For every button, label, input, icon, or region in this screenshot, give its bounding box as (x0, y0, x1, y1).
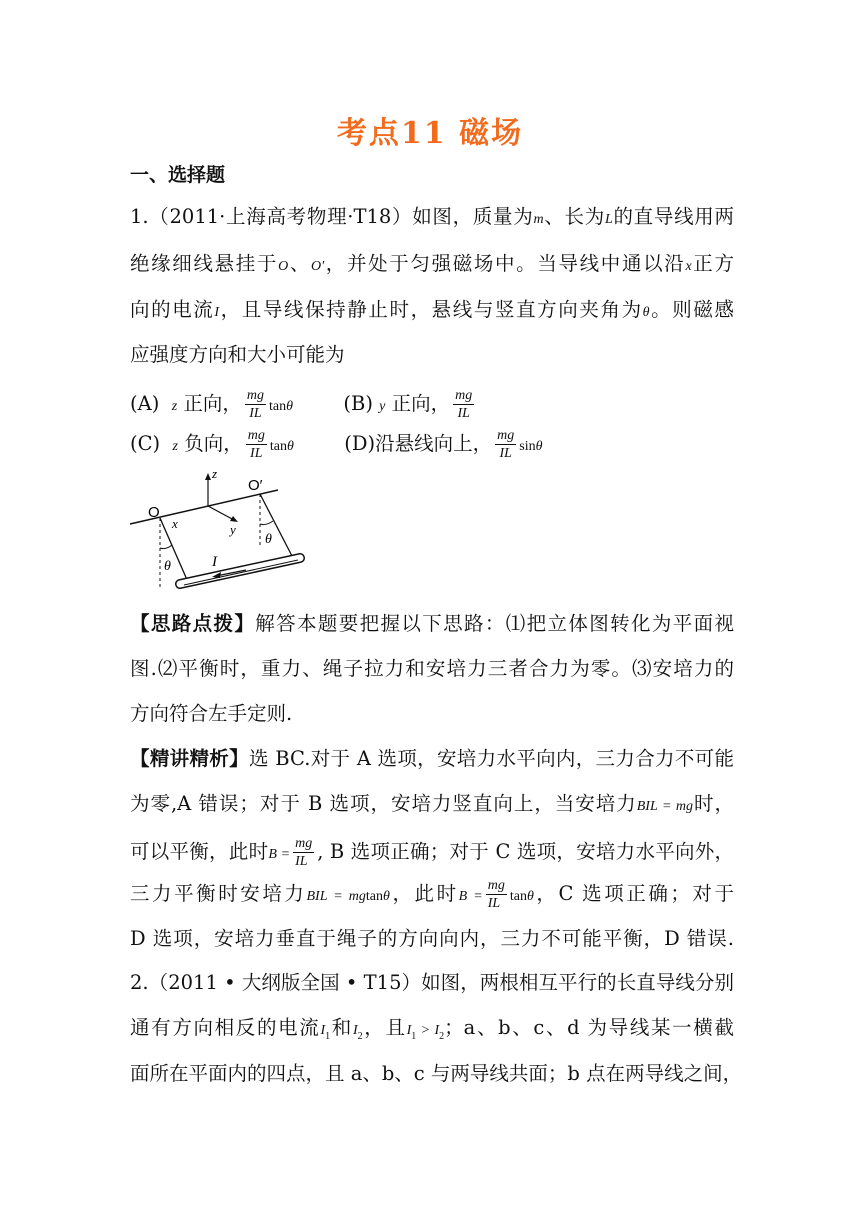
hint-line-3: 方向符合左手定则. (130, 702, 293, 725)
q1-text: 、长为 (543, 205, 605, 228)
q1-text: 、 (288, 252, 312, 275)
label-x: x (172, 516, 178, 531)
analysis-text: 可以平衡，此时 (130, 840, 269, 863)
q2-var-I1: I (406, 1023, 412, 1038)
fraction-numerator: mg (247, 428, 265, 443)
analysis-text: 选 BC.对于 A 选项，安培力水平向内，三力合力不可能 (248, 747, 734, 770)
option-c-text: 负向， (184, 432, 243, 455)
q1-text: 1.（2011·上海高考物理·T18）如图，质量为 (130, 205, 534, 228)
analysis-line-3 (130, 832, 734, 872)
analysis-text: ，此时 (389, 882, 459, 905)
q2-sub-2: 2 (357, 1030, 363, 1042)
y-axis (208, 506, 234, 520)
option-b-axis: y (379, 399, 386, 414)
q2-var-I2: I (434, 1023, 440, 1038)
q1-var-Oprime: O' (311, 259, 325, 274)
analysis-line-5: D 选项，安培力垂直于绳子的方向向内，三力不可能平衡，D 错误. (130, 927, 734, 950)
option-a-text: 正向， (183, 392, 242, 415)
option-a-label: (A) (130, 392, 160, 415)
label-theta-left: θ (164, 559, 171, 574)
label-O: O (148, 504, 160, 521)
q1-var-theta: θ (642, 305, 650, 320)
q2-sub-1: 1 (325, 1030, 331, 1042)
q2-line-1: 2.（2011 • 大纲版全国 • T15）如图，两根相互平行的长直导线分别 (130, 971, 734, 994)
q2-text: 和 (330, 1016, 353, 1039)
q2-line-3: 面所在平面内的四点，且 a、b、c 与两导线共面；b 点在两导线之间， (130, 1062, 743, 1085)
fraction-denominator: IL (249, 406, 262, 421)
q1-text: 向的电流 (130, 298, 215, 321)
analysis-text: 时， (693, 792, 734, 815)
q2-sub-2: 2 (439, 1030, 445, 1042)
tan-func: tan (269, 439, 287, 454)
q1-text: 绝缘细线悬挂于 (130, 252, 279, 275)
fraction-numerator: mg (487, 878, 505, 893)
q2-gt: > (416, 1023, 435, 1038)
theta-symbol: θ (526, 889, 534, 904)
q1-options-ab (130, 384, 734, 424)
tan-func: tan (269, 399, 287, 414)
fraction-denominator: IL (487, 896, 501, 911)
option-d-label: (D) (344, 432, 376, 455)
analysis-line-4 (130, 874, 734, 914)
angle-arc-right (260, 521, 273, 525)
q1-var-I: I (214, 305, 220, 320)
equation-b: B = (458, 889, 483, 904)
page-title: 考点11 磁场 (336, 116, 524, 151)
option-b (343, 388, 477, 421)
label-O-prime: O′ (248, 477, 263, 494)
theta-symbol: θ (383, 889, 390, 904)
fraction-numerator: mg (246, 388, 265, 403)
theta-symbol: θ (286, 439, 294, 454)
q1-text: 的直导线用两 (612, 205, 734, 228)
analysis-text: 为零,A 错误；对于 B 选项，安培力竖直向上，当安培力 (130, 792, 637, 815)
sin-func: sin (519, 439, 536, 454)
q2-text: 通有方向相反的电流 (130, 1016, 321, 1039)
option-d-text: 沿悬线向上， (375, 432, 493, 455)
theta-symbol: θ (286, 399, 294, 414)
analysis-heading: 【精讲精析】 (130, 747, 249, 770)
fraction-denominator: IL (499, 446, 512, 461)
analysis-line-1 (130, 746, 734, 772)
fraction-denominator: IL (295, 854, 308, 869)
option-d-fraction (495, 427, 516, 462)
option-c-axis: z (172, 439, 178, 454)
q2-sub-1: 1 (411, 1030, 417, 1042)
hint-heading: 【思路点拨】 (130, 612, 256, 635)
option-b-label: (B) (343, 392, 373, 415)
equation-bil-mg: BIL = mg (306, 889, 366, 904)
q2-var-I2: I (352, 1023, 358, 1038)
hint-line-1 (130, 611, 734, 637)
q1-line-4: 应强度方向和大小可能为 (130, 343, 345, 366)
tan-func: tan (365, 889, 384, 904)
label-z: z (212, 466, 218, 481)
analysis-text: 三力平衡时安培力 (130, 882, 307, 905)
rod-shade (184, 560, 298, 585)
equation-b: B = (268, 847, 291, 862)
q1-text: ，并处于匀强磁场中。当导线中通以沿 (324, 252, 686, 275)
q1-var-m: m (533, 212, 544, 227)
fraction-numerator: mg (295, 836, 313, 851)
q1-var-O: O (278, 259, 289, 274)
tan-func: tan (509, 889, 527, 904)
z-arrowhead (205, 473, 211, 480)
fraction-numerator: mg (497, 428, 515, 443)
section-heading: 一、选择题 (130, 164, 226, 186)
option-c-fraction (246, 427, 267, 462)
angle-arc-left (160, 545, 172, 549)
q1-options-cd (130, 424, 734, 464)
q2-line-2 (130, 1015, 734, 1050)
q2-var-I1: I (320, 1023, 326, 1038)
label-theta-right: θ (265, 532, 272, 547)
option-c (130, 428, 300, 461)
fraction-denominator: IL (250, 446, 263, 461)
q1-var-x: x (685, 259, 692, 274)
option-d (344, 428, 543, 461)
option-a (130, 388, 299, 421)
theta-symbol: θ (535, 439, 543, 454)
q1-line-3 (130, 297, 734, 326)
analysis-fraction (486, 877, 507, 912)
analysis-line-2 (130, 791, 734, 820)
option-b-fraction (453, 387, 474, 422)
q1-line-1 (130, 204, 734, 233)
analysis-text: ，C 选项正确；对于 (533, 882, 734, 905)
label-y: y (230, 522, 236, 537)
equation-bil-mg: BIL = mg (636, 799, 694, 814)
q2-text: ；a、b、c、d 为导线某一横截 (444, 1016, 734, 1039)
option-b-text: 正向， (391, 392, 451, 415)
hint-line-2: 图.⑵平衡时，重力、绳子拉力和安培力三者合力为零。⑶安培力的 (130, 657, 734, 680)
wire-suspension-diagram (128, 466, 313, 594)
q1-text: 正方 (691, 252, 734, 275)
analysis-text: , B 选项正确；对于 C 选项，安培力水平向外， (317, 840, 734, 863)
q1-line-2 (130, 251, 734, 280)
q2-text: ，且 (362, 1016, 407, 1039)
q1-var-L: L (604, 212, 613, 227)
label-I: I (212, 554, 217, 570)
fraction-denominator: IL (457, 406, 470, 421)
option-a-fraction (245, 387, 266, 422)
option-c-label: (C) (130, 432, 161, 455)
q1-text: ，且导线保持静止时，悬线与竖直方向夹角为 (219, 298, 643, 321)
option-a-axis: z (171, 399, 178, 414)
q1-text: 。则磁感 (649, 298, 734, 321)
analysis-fraction (293, 835, 314, 870)
hint-text: 解答本题要把握以下思路：⑴把立体图转化为平面视 (255, 612, 734, 635)
fraction-numerator: mg (455, 388, 473, 403)
